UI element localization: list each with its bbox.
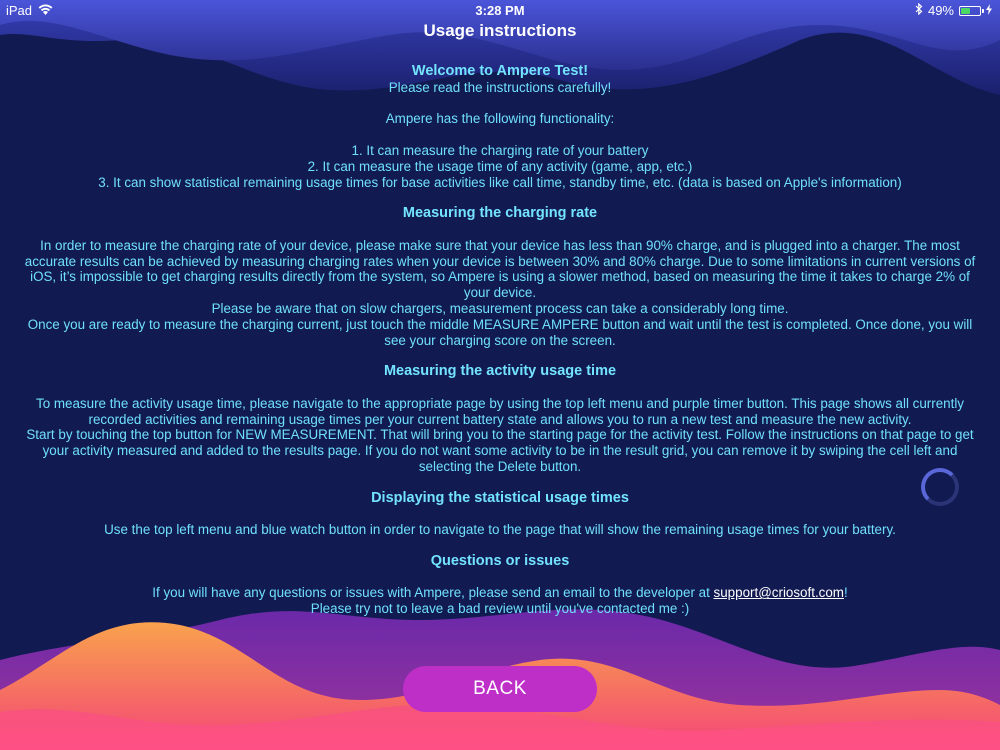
functionality-intro: Ampere has the following functionality:: [385, 111, 615, 127]
status-bar: [0, 0, 1000, 20]
activity-heading: Measuring the activity usage time: [383, 363, 617, 380]
loading-spinner-icon: [921, 468, 959, 506]
activity-paragraph: To measure the activity usage time, please navigate to the appropriate page by using the top left menu and purple timer button. This page shows all currently recorded activities and remaining usage times per your current battery state and allows you to run a new test and measure the new activity.: [36, 395, 964, 427]
questions-text-suffix: !: [843, 585, 848, 601]
functionality-item: 1. It can measure the charging rate of your battery: [351, 142, 649, 158]
questions-heading: Questions or issues: [430, 552, 570, 569]
charging-paragraph: In order to measure the charging rate of your device, please make sure that your device has less than 90% charge, and is plugged into a charger. The most accurate results can be achieved by measuring charging rates when your device is between 30% and 80% charge. Due to some limitations in current versions of iOS, it’s impossible to get charging results directly from the system, so Ampere is using a slower method, based on measuring the time it takes to charge 2% of your device.: [24, 237, 976, 301]
charging-paragraph: Once you are ready to measure the charging current, just touch the middle MEASURE AMPERE button and wait until the test is completed. Once done, you will see your charging score on the screen.: [27, 316, 973, 348]
questions-paragraph: Please try not to leave a bad review until you've contacted me :): [310, 601, 690, 617]
battery-percent: 49%: [927, 3, 954, 18]
support-email-link[interactable]: support@criosoft.com: [713, 585, 844, 601]
activity-paragraph: Start by touching the top button for NEW MEASUREMENT. That will bring you to the starting page for the activity test. Follow the instructions on that page to get your activity measured and added to the results page. If you do not want some activity to be in the result grid, you can remove it by swiping the cell left and selecting the Delete button.: [26, 427, 974, 474]
device-name: iPad: [6, 3, 33, 18]
battery-icon: [959, 6, 981, 16]
welcome-heading: Welcome to Ampere Test!: [411, 64, 589, 79]
status-right: [915, 3, 992, 18]
intro-text: Please read the instructions carefully!: [388, 79, 612, 95]
questions-paragraph: [20, 585, 980, 601]
bluetooth-icon: [915, 3, 923, 18]
charging-bolt-icon: [986, 3, 992, 18]
status-time: 3:28 PM: [475, 3, 525, 18]
battery-tip: [982, 9, 984, 13]
questions-text: If you will have any questions or issues with Ampere, please send an email to the developer at: [152, 585, 714, 601]
battery-level-fill: [961, 8, 970, 14]
back-button[interactable]: BACK: [403, 666, 597, 712]
functionality-item: 3. It can show statistical remaining usage times for base activities like call time, standby time, etc. (data is based on Apple's information): [98, 174, 902, 190]
stats-paragraph: Use the top left menu and blue watch button in order to navigate to the page that will show the remaining usage times for your battery.: [104, 522, 896, 538]
functionality-item: 2. It can measure the usage time of any activity (game, app, etc.): [307, 158, 693, 174]
charging-heading: Measuring the charging rate: [402, 205, 598, 222]
charging-paragraph: Please be aware that on slow chargers, measurement process can take a considerably long time.: [211, 300, 789, 316]
page-title: Usage instructions: [423, 21, 577, 40]
stats-heading: Displaying the statistical usage times: [371, 489, 629, 506]
instructions-content[interactable]: [20, 64, 980, 634]
